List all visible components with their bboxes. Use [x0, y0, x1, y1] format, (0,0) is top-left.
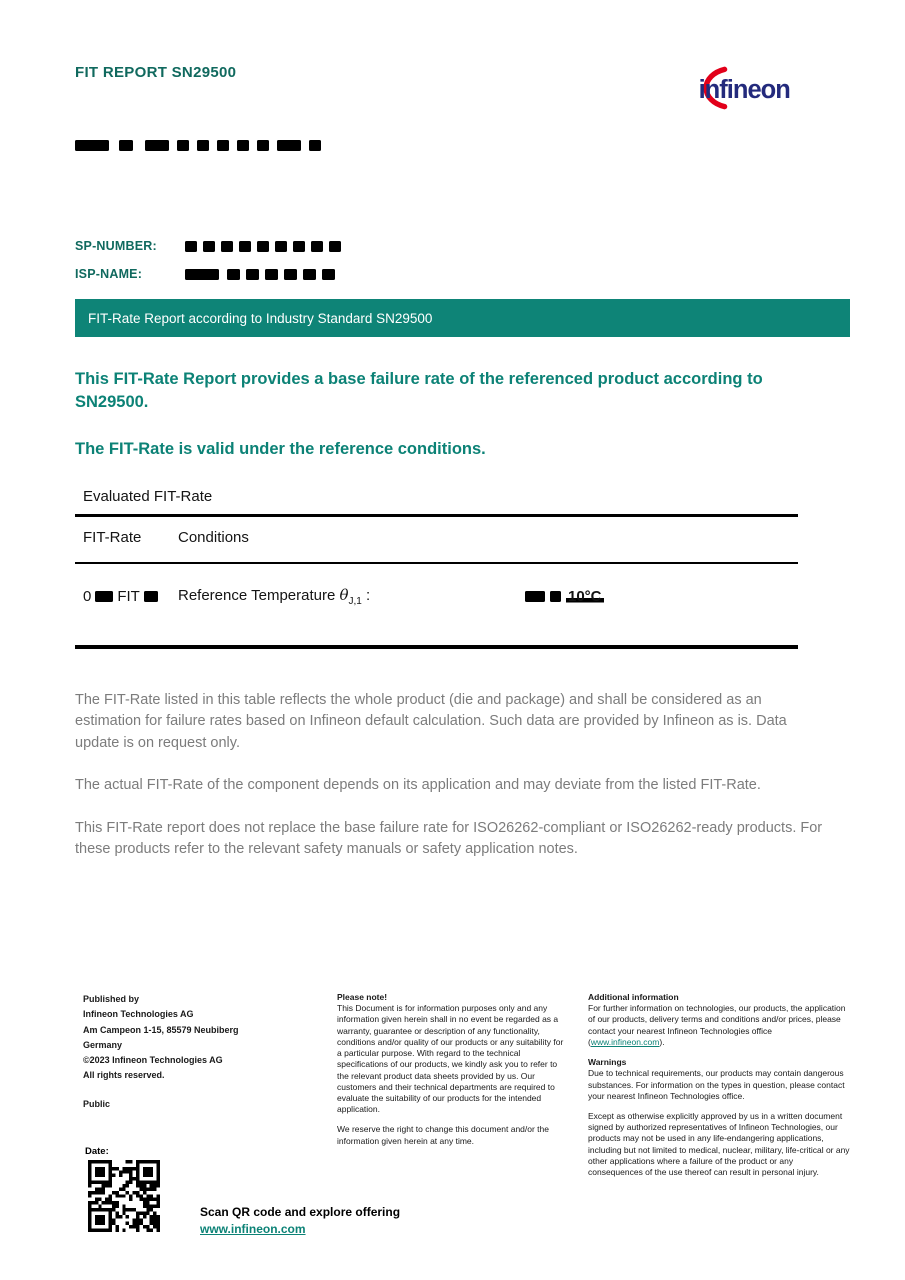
redaction-bar	[309, 140, 321, 151]
redaction-bar	[277, 140, 301, 151]
fit-rate-redaction-2	[144, 591, 158, 602]
theta-subscript: J,1	[348, 596, 362, 607]
redaction-bar	[144, 591, 158, 602]
infineon-footer-link[interactable]: www.infineon.com	[590, 1036, 660, 1047]
table-header-row	[75, 517, 798, 564]
redaction-bar	[145, 140, 169, 151]
redaction-bar	[197, 140, 209, 151]
fit-rate-table	[75, 486, 798, 649]
warnings-paragraph-1: Due to technical requirements, our products may contain dangerous substances. For information on the types in question, please contact your nearest Infineon Technologies office.	[588, 1068, 845, 1101]
page-title: FIT REPORT SN29500	[75, 64, 237, 81]
redaction-bar	[322, 269, 335, 280]
publisher-country: Germany	[83, 1039, 123, 1050]
table-title: Evaluated FIT-Rate	[75, 486, 798, 517]
sp-number-label: SP-NUMBER:	[75, 239, 157, 253]
redaction-bar	[246, 269, 259, 280]
warnings-paragraph-2: Except as otherwise explicitly approved by us in a written document signed by authorized representatives of Infineon Technologies, our products may not be used in any life-endangering applications, including but not limited to medical, nuclear, military, life-critical or any other applications where a failure of the product or any consequences of the use thereof can result in personal injury.	[588, 1110, 850, 1178]
qr-code	[85, 1157, 163, 1235]
redaction-bar	[75, 140, 109, 151]
report-banner: FIT-Rate Report according to Industry Standard SN29500	[75, 299, 850, 337]
redaction-bar	[265, 269, 278, 280]
note-heading: Please note!	[337, 992, 388, 1002]
conditions-cell	[178, 586, 798, 607]
body-paragraph-2: The actual FIT-Rate of the component depends on its application and may deviate from the listed FIT-Rate.	[75, 777, 761, 794]
intro-heading-2: The FIT-Rate is valid under the reference conditions.	[75, 440, 486, 458]
logo-wordmark: infineon	[698, 75, 790, 104]
redaction-bar	[217, 140, 229, 151]
infineon-website-link[interactable]: www.infineon.com	[200, 1222, 306, 1236]
footer-additional	[588, 992, 850, 1187]
qr-code-svg	[85, 1157, 163, 1235]
infineon-logo	[678, 54, 830, 122]
redaction-bar	[525, 591, 545, 602]
fit-rate-unit: FIT	[117, 588, 140, 605]
publisher-address: Am Campeon 1-15, 85579 Neubiberg	[83, 1024, 239, 1035]
note-paragraph-2: We reserve the right to change this document and/or the information given herein at any time.	[337, 1124, 549, 1146]
condition-label	[178, 586, 525, 607]
redaction-bar	[185, 241, 197, 252]
theta-symbol: θ	[339, 586, 349, 604]
publisher-name: Infineon Technologies AG	[83, 1009, 194, 1020]
infineon-logo-svg	[678, 54, 830, 122]
redaction-bar	[257, 140, 269, 151]
isp-name-value-redacted	[185, 269, 335, 280]
redaction-bar	[284, 269, 297, 280]
redaction-bar	[550, 591, 561, 602]
note-paragraph-1: This Document is for information purposes only and any information given herein shall in no event be regarded as a warranty, guarantee or description of any functionality, conditions and/or quality of our products or any suitability for a particular purpose. With regard to the technical specifications of our products, we kindly ask you to refer to the relevant product data sheets provided by us. Our customers and their technical departments are required to evaluate the suitability of our products for the intended application.	[337, 1003, 564, 1115]
intro-heading-1: This FIT-Rate Report provides a base failure rate of the referenced product according to SN29500.	[75, 370, 763, 412]
condition-colon: :	[366, 587, 371, 604]
condition-value-redaction	[525, 591, 566, 602]
body-copy	[75, 690, 823, 882]
classification-badge: Public	[83, 1098, 111, 1109]
rights-reserved: All rights reserved.	[83, 1070, 165, 1081]
warnings-heading: Warnings	[588, 1057, 627, 1068]
additional-info-text: For further information on technologies, our products, the application of our products, delivery terms and conditions and/or prices, please contact your nearest Infineon Technologies office (	[588, 1003, 846, 1047]
condition-text: Reference Temperature	[178, 587, 336, 604]
footer-note	[337, 992, 565, 1156]
scan-qr-text: Scan QR code and explore offering	[200, 1205, 401, 1219]
published-by-label: Published by	[83, 994, 140, 1004]
table-data-row	[75, 564, 798, 649]
additional-info-text-end: ).	[659, 1036, 665, 1047]
redaction-bar	[237, 140, 249, 151]
footer-published	[83, 992, 313, 1112]
sp-number-row	[75, 239, 341, 253]
redaction-bar	[177, 140, 189, 151]
column-header-fit-rate: FIT-Rate	[83, 529, 142, 546]
redaction-bar	[239, 241, 251, 252]
redaction-bar	[119, 140, 133, 151]
copyright: ©2023 Infineon Technologies AG	[83, 1055, 223, 1066]
condition-value	[525, 588, 604, 605]
product-number-redacted	[75, 137, 321, 149]
redaction-bar	[221, 241, 233, 252]
redaction-bar	[257, 241, 269, 252]
sp-number-value-redacted	[185, 241, 341, 252]
fit-rate-redaction-1	[95, 591, 113, 602]
body-paragraph-1: The FIT-Rate listed in this table reflects the whole product (die and package) and shall be considered as an estimation for failure rates based on Infineon default calculation. Such data are provided by Infineon as is. Data update is on request only.	[75, 692, 787, 751]
body-paragraph-3: This FIT-Rate report does not replace the base failure rate for ISO26262-compliant or ISO26262-ready products. For these products refer to the relevant safety manuals or safety application notes.	[75, 819, 823, 858]
isp-name-label: ISP-NAME:	[75, 267, 143, 281]
date-label: Date:	[85, 1146, 109, 1157]
redaction-bar	[95, 591, 113, 602]
redaction-bar	[185, 269, 219, 280]
isp-name-row	[75, 267, 335, 281]
redaction-bar	[329, 241, 341, 252]
redaction-bar	[303, 269, 316, 280]
column-header-conditions: Conditions	[178, 529, 249, 546]
redaction-bar	[275, 241, 287, 252]
redaction-bar	[203, 241, 215, 252]
additional-info-heading: Additional information	[588, 992, 679, 1002]
fit-rate-value: 0	[83, 588, 92, 605]
redaction-bar	[311, 241, 323, 252]
fit-rate-cell	[83, 586, 178, 607]
redaction-bar	[293, 241, 305, 252]
condition-value-text: 10°C	[568, 588, 602, 605]
additional-info-paragraph	[588, 1003, 850, 1048]
redaction-bar	[227, 269, 240, 280]
